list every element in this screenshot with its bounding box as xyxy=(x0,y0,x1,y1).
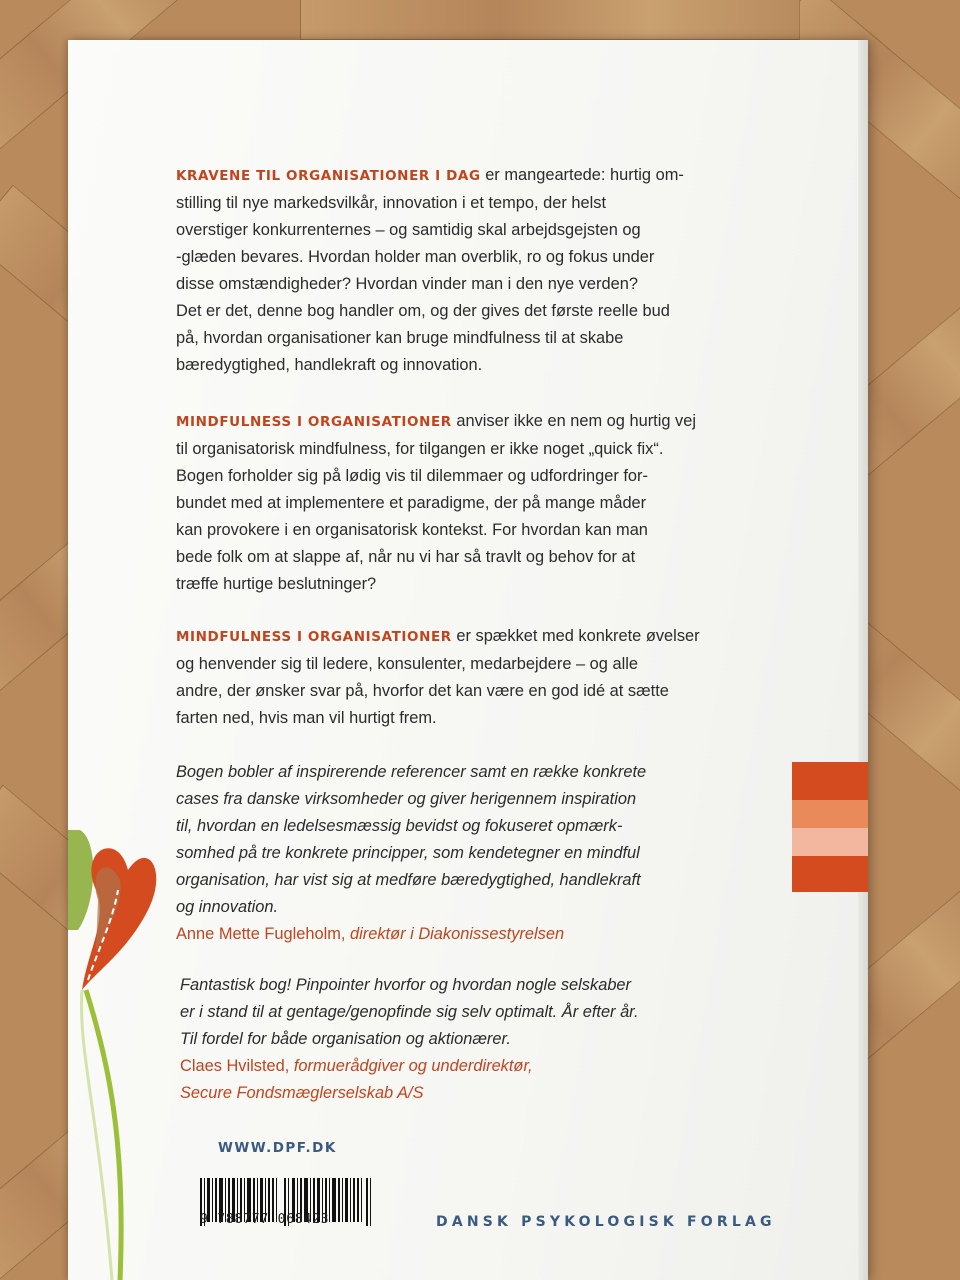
text-line: overstiger konkurrenternes – og samtidig skal arbejdsgejsten og xyxy=(176,221,641,239)
blurb-lead-2: MINDFULNESS I ORGANISATIONER xyxy=(176,414,452,430)
quote-author-company: Secure Fondsmæglerselskab A/S xyxy=(180,1084,424,1102)
text-line: er spækket med konkrete øvelser xyxy=(451,627,700,645)
text-line: til organisatorisk mindfulness, for tilgangen er ikke noget „quick fix“. xyxy=(176,440,664,458)
quote-author: Anne Mette Fugleholm, xyxy=(176,925,346,943)
text-line: Det er det, denne bog handler om, og der gives det første reelle bud xyxy=(176,302,670,320)
stripe-light-peach xyxy=(792,828,868,856)
text-line: -glæden bevares. Hvordan holder man overblik, ro og fokus under xyxy=(176,248,655,266)
website-url: WWW.DPF.DK xyxy=(218,1140,337,1156)
text-line: stilling til nye markedsvilkår, innovation i et tempo, der helst xyxy=(176,194,606,212)
quote-attribution-company xyxy=(180,1080,740,1107)
barcode xyxy=(200,1166,375,1238)
blurb-paragraph-2 xyxy=(176,408,736,598)
text-line: bede folk om at slappe af, når nu vi har så travlt og behov for at xyxy=(176,548,636,566)
quote-line: Fantastisk bog! Pinpointer hvorfor og hvordan nogle selskaber xyxy=(180,976,632,994)
text-line: disse omstændigheder? Hvordan vinder man i den nye verden? xyxy=(176,275,638,293)
text-line: bundet med at implementere et paradigme, der på mange måder xyxy=(176,494,647,512)
color-stripe-block xyxy=(792,762,868,892)
quote-line: somhed på tre konkrete principper, som kendetegner en mindful xyxy=(176,844,640,862)
quote-attribution-1 xyxy=(176,921,736,948)
stripe-mid-orange xyxy=(792,800,868,828)
text-line: og henvender sig til ledere, konsulenter, medarbejdere – og alle xyxy=(176,655,638,673)
blurb-paragraph-3 xyxy=(176,623,736,732)
text-line: Bogen forholder sig på lødig vis til dilemmaer og udfordringer for- xyxy=(176,467,648,485)
quote-line: cases fra danske virksomheder og giver herigennem inspiration xyxy=(176,790,637,808)
quote-author-role: formuerådgiver og underdirektør, xyxy=(289,1057,533,1075)
quote-line: og innovation. xyxy=(176,898,279,916)
quote-line: organisation, har vist sig at medføre bæredygtighed, handlekraft xyxy=(176,871,641,889)
blurb-lead-3: MINDFULNESS I ORGANISATIONER xyxy=(176,629,452,645)
isbn-number: 9 788777 068423 xyxy=(200,1212,330,1227)
text-line: er mangeartede: hurtig om- xyxy=(480,166,684,184)
quote-attribution-2 xyxy=(180,1053,740,1080)
stripe-dark-orange-bottom xyxy=(792,856,868,892)
text-line: på, hvordan organisationer kan bruge mindfulness til at skabe xyxy=(176,329,624,347)
review-quote-2 xyxy=(180,972,740,1107)
flower-illustration xyxy=(68,810,178,1280)
stripe-dark-orange xyxy=(792,762,868,800)
text-line: andre, der ønsker svar på, hvorfor det kan være en god idé at sætte xyxy=(176,682,669,700)
quote-line: Bogen bobler af inspirerende referencer samt en række konkrete xyxy=(176,763,647,781)
book-back-cover xyxy=(68,40,868,1280)
text-line: bæredygtighed, handlekraft og innovation. xyxy=(176,356,483,374)
text-line: anviser ikke en nem og hurtig vej xyxy=(451,412,696,430)
quote-line: er i stand til at gentage/genopfinde sig selv optimalt. År efter år. xyxy=(180,1003,639,1021)
quote-line: til, hvordan en ledelsesmæssig bevidst og fokuseret opmærk- xyxy=(176,817,623,835)
text-line: farten ned, hvis man vil hurtigt frem. xyxy=(176,709,437,727)
review-quote-1 xyxy=(176,759,736,948)
quote-author: Claes Hvilsted, xyxy=(180,1057,290,1075)
quote-line: Til fordel for både organisation og aktionærer. xyxy=(180,1030,511,1048)
quote-author-role: direktør i Diakonissestyrelsen xyxy=(345,925,565,943)
blurb-lead-1: KRAVENE TIL ORGANISATIONER I DAG xyxy=(176,168,481,184)
book-page-edge xyxy=(858,40,868,1280)
publisher-name: DANSK PSYKOLOGISK FORLAG xyxy=(436,1214,776,1230)
text-line: kan provokere i en organisatorisk kontekst. For hvordan kan man xyxy=(176,521,648,539)
text-line: træffe hurtige beslutninger? xyxy=(176,575,377,593)
blurb-paragraph-1 xyxy=(176,162,736,379)
